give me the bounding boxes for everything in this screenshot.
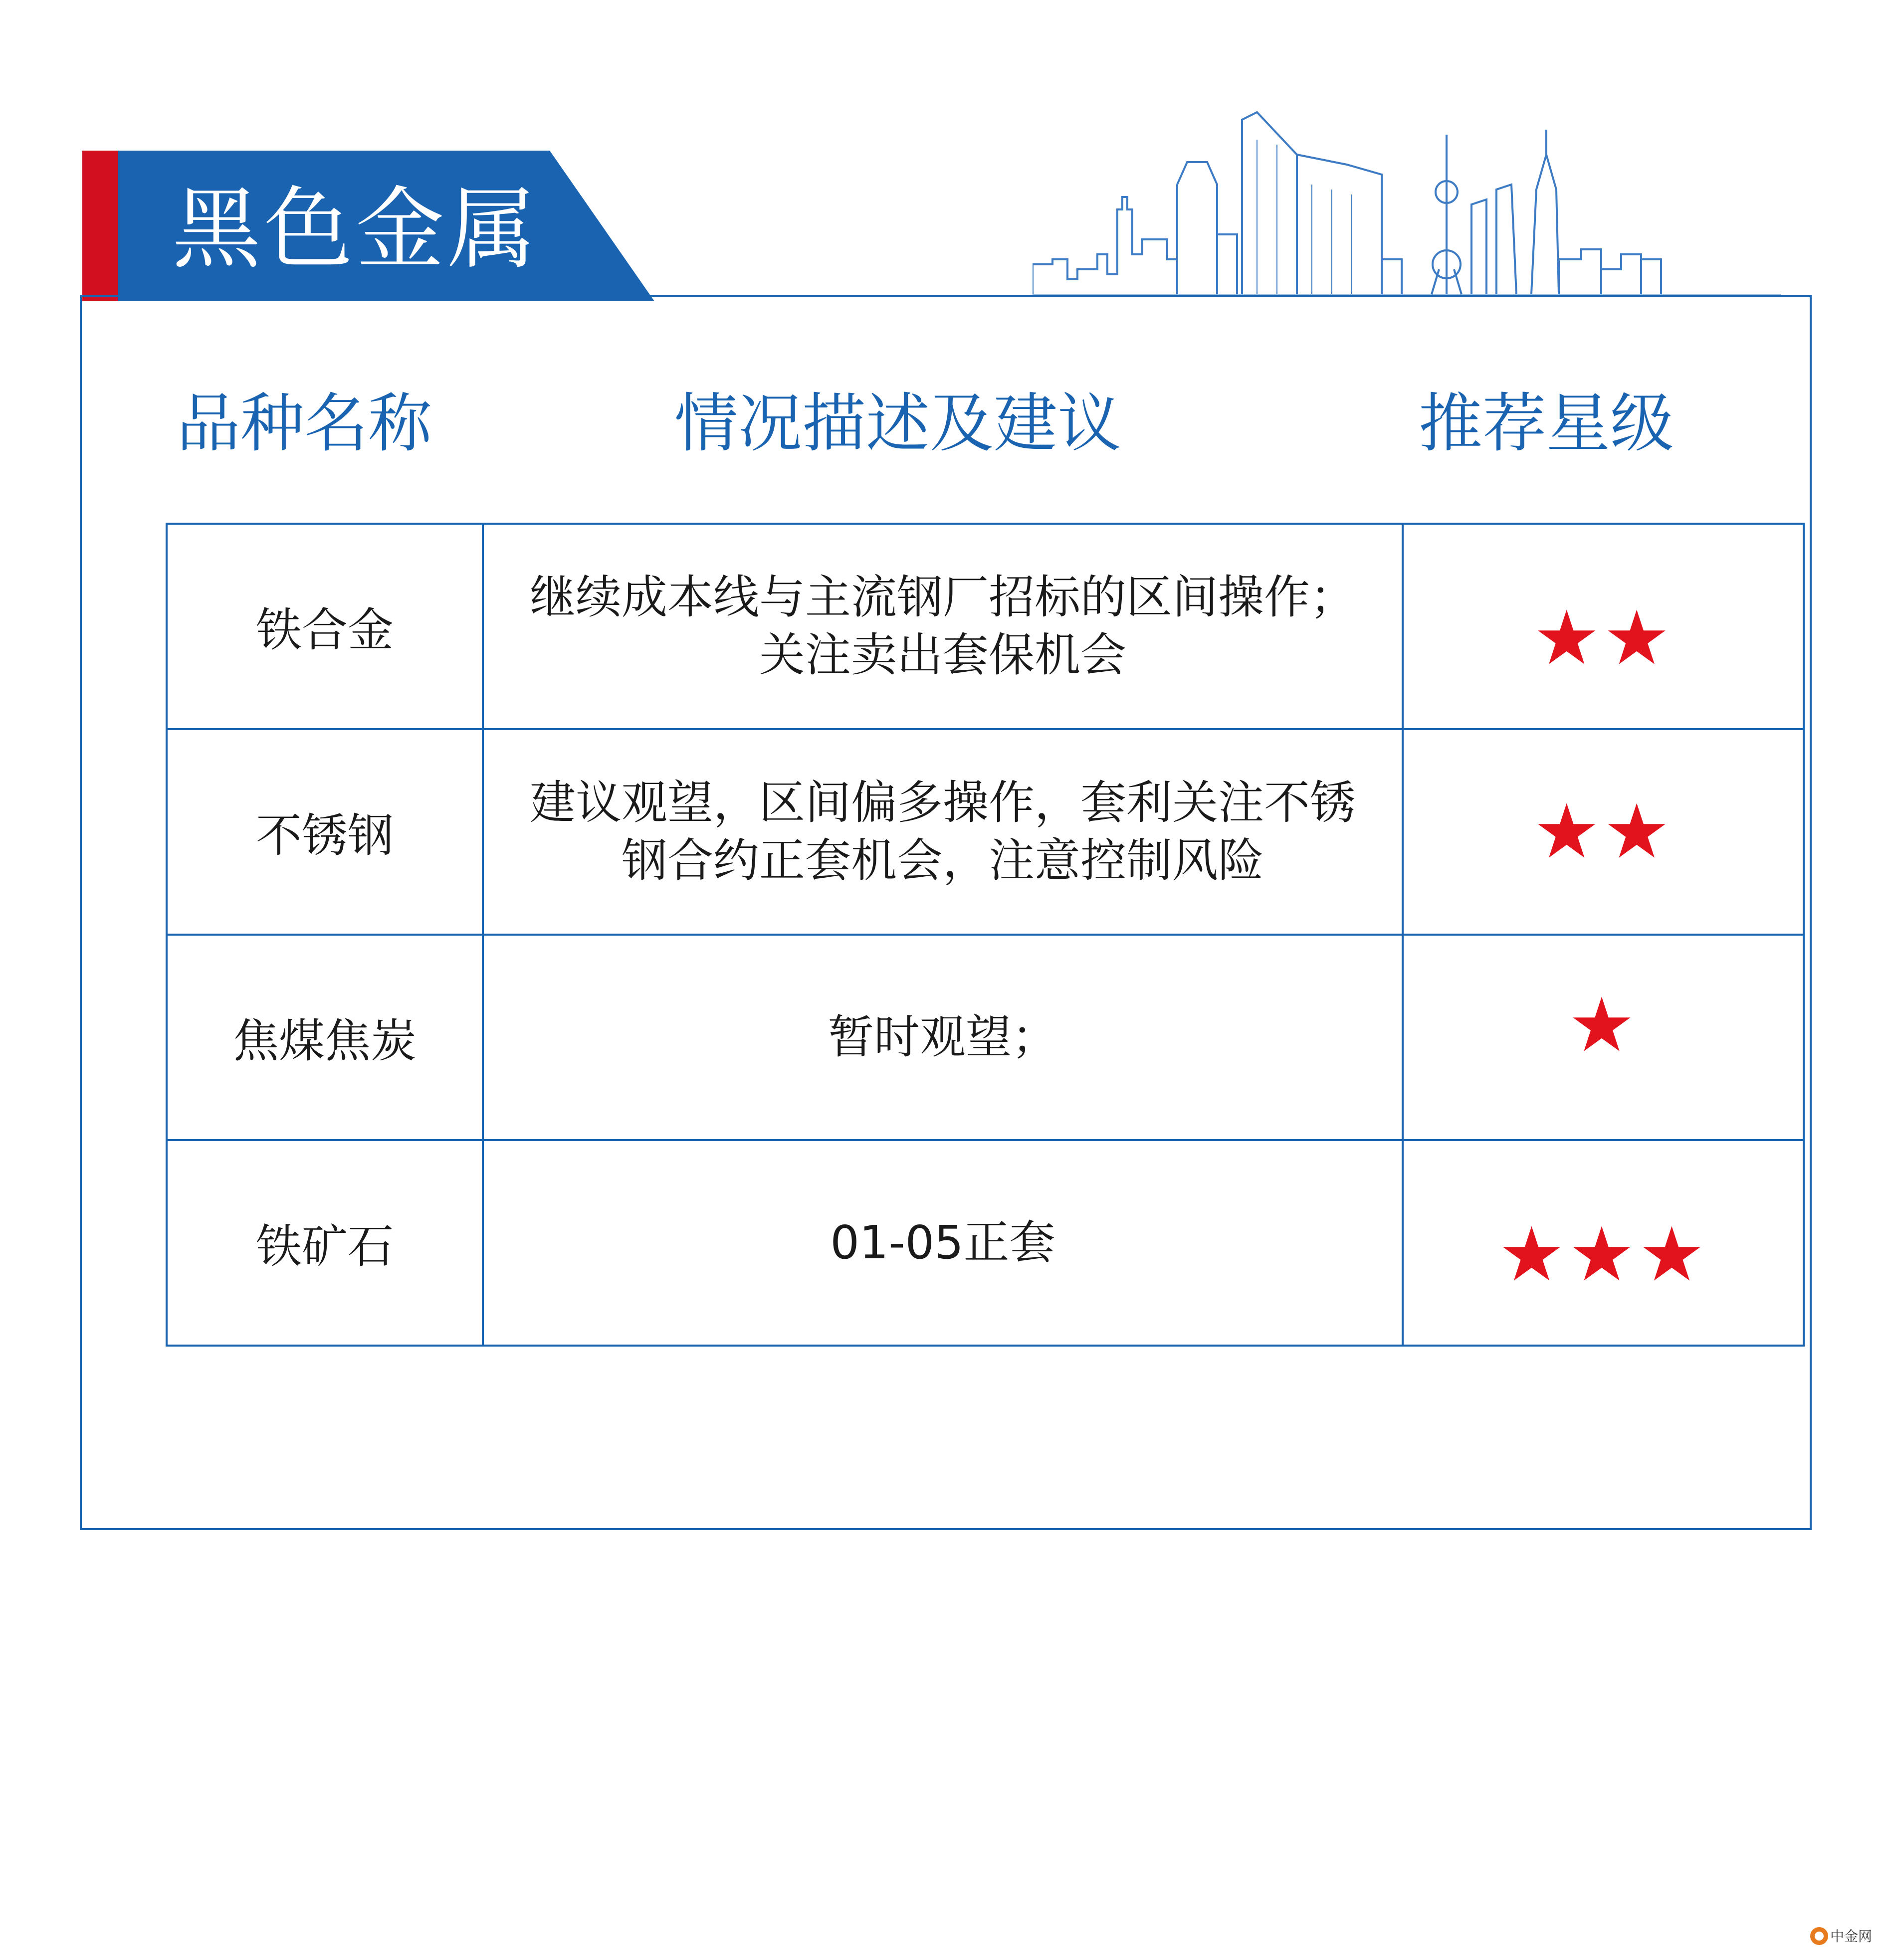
- description-line: 01-05正套: [830, 1216, 1055, 1269]
- description-cell: [483, 935, 1403, 1140]
- star-icon: ★★: [1533, 788, 1674, 875]
- variety-name-cell: 焦煤焦炭: [167, 935, 483, 1140]
- variety-name-cell: 铁合金: [167, 524, 483, 729]
- description-cell: [483, 1140, 1403, 1346]
- star-rating-cell: [1403, 524, 1804, 729]
- header-variety-name: 品种名称: [176, 387, 432, 461]
- star-icon: ★: [1568, 982, 1639, 1069]
- table-row: [167, 729, 1804, 935]
- variety-name-cell: 不锈钢: [167, 729, 483, 935]
- table-row: [167, 524, 1804, 729]
- description-cell: [483, 729, 1403, 935]
- description-line: 关注卖出套保机会: [759, 628, 1126, 682]
- table-row: [167, 935, 1804, 1140]
- star-rating-cell: [1403, 1140, 1804, 1346]
- variety-name-cell: 铁矿石: [167, 1140, 483, 1346]
- description-line: 继续成本线与主流钢厂招标的区间操作；: [529, 571, 1356, 624]
- star-icon: ★★: [1533, 595, 1674, 682]
- recommendation-table: [166, 523, 1805, 1347]
- description-line: 钢合约正套机会，注意控制风险: [621, 834, 1264, 887]
- header-star-rating: 推荐星级: [1418, 387, 1674, 461]
- table-row: [167, 1140, 1804, 1346]
- section-title: 黑色金属: [172, 178, 539, 281]
- header-description: 情况描述及建议: [674, 387, 1121, 461]
- watermark-text: 中金网: [1830, 1928, 1873, 1945]
- star-rating-cell: [1403, 729, 1804, 935]
- description-line: 建议观望，区间偏多操作，套利关注不锈: [529, 776, 1356, 829]
- city-skyline-illustration: [1033, 110, 1781, 299]
- watermark-logo: [1808, 1921, 1883, 1956]
- star-icon: ★★★: [1498, 1211, 1708, 1298]
- star-rating-cell: [1403, 935, 1804, 1140]
- title-banner-accent: [82, 151, 118, 301]
- description-line: 暂时观望；: [828, 1010, 1057, 1064]
- description-cell: [483, 524, 1403, 729]
